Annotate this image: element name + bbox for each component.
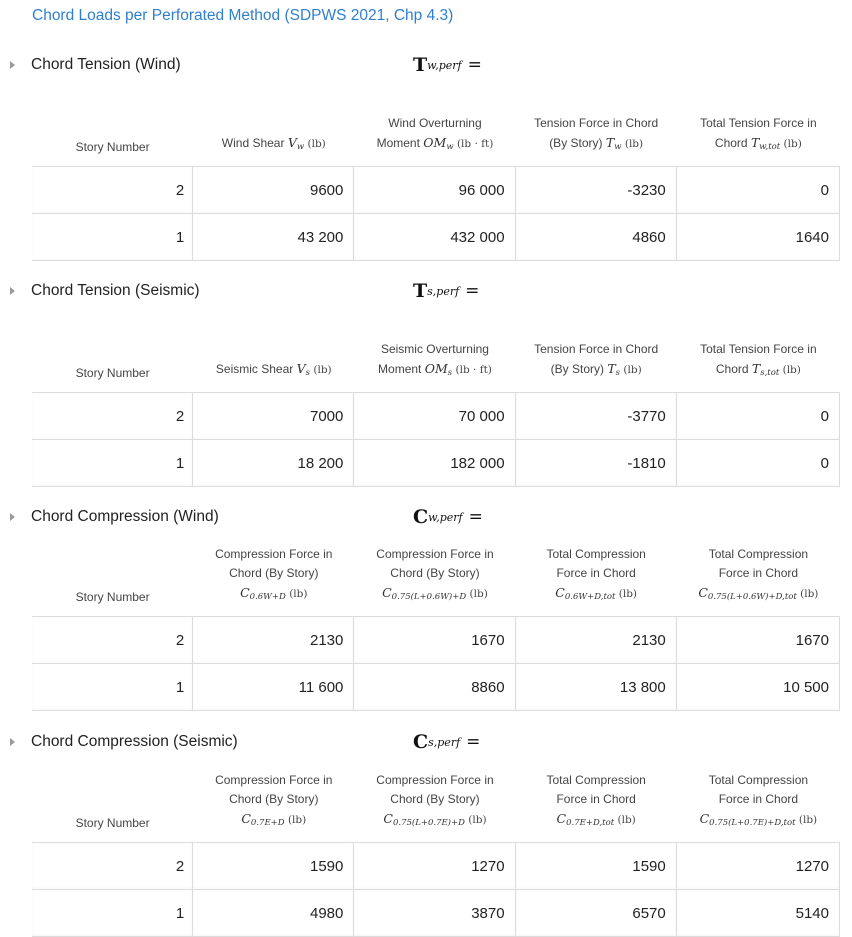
expand-caret-icon[interactable] [10,61,15,69]
table-row [32,664,840,711]
chord-compression-seismic-table [32,771,840,937]
cell-value: -3770 [516,392,677,440]
section-label[interactable]: Chord Tension (Wind) [31,56,181,73]
formula-t-wind-perf: T w,perf = [413,54,482,76]
page-title: Chord Loads per Perforated Method (SDPWS 2021, Chp 4.3) [32,7,454,24]
formula-subscript: s,perf [428,735,461,749]
column-header-story-number: Story Number [75,366,150,380]
column-header-total-compression-0-7e-d: Total Compression Force in Chord $C_{0.7E+D,tot}$ (lb) [546,773,646,828]
cell-value: 0 [677,392,840,440]
column-header-compression-by-story-0-6w-d: Compression Force in Chord (By Story) $C_{0.6W+D}$ (lb) [215,547,333,602]
chord-tension-seismic-table [32,340,840,487]
column-header-compression-by-story-0-75: Compression Force in Chord (By Story) $C_{0.75(L+0.7E)+D}$ (lb) [376,773,494,828]
cell-story: 2 [32,616,193,664]
cell-value: -1810 [516,440,677,487]
cell-value: 2130 [516,616,677,664]
column-header-tension-by-story: Tension Force in Chord (By Story) $T_w$ (lb) [534,116,659,152]
column-header-tension-by-story: Tension Force in Chord (By Story) $T_s$ (lb) [534,342,659,378]
column-header-total-compression-0-75: Total Compression Force in Chord $C_{0.75(L+0.7E)+D,tot}$ (lb) [699,773,818,828]
cell-value: 3870 [354,890,515,937]
table-row [32,440,840,487]
cell-value: 2130 [193,616,354,664]
table-row [32,890,840,937]
cell-value: -3230 [516,166,677,214]
expand-caret-icon[interactable] [10,287,15,295]
formula-main: T [413,54,428,76]
section-label[interactable]: Chord Tension (Seismic) [31,282,200,299]
cell-value: 70 000 [354,392,515,440]
column-header-total-tension: Total Tension Force in Chord $T_{w,tot}$ (lb) [700,116,817,152]
formula-main: C [413,506,429,528]
column-header-total-tension: Total Tension Force in Chord $T_{s,tot}$ (lb) [700,342,817,378]
section-header-chord-compression-wind[interactable] [10,506,219,528]
cell-value: 96 000 [354,166,515,214]
chord-tension-wind-table [32,114,840,261]
cell-value: 182 000 [354,440,515,487]
section-label[interactable]: Chord Compression (Seismic) [31,733,238,750]
cell-value: 1590 [516,842,677,890]
chord-compression-wind-table [32,545,840,711]
cell-value: 4860 [516,214,677,261]
table-row [32,616,840,664]
formula-subscript: w,perf [428,510,463,524]
cell-value: 43 200 [193,214,354,261]
cell-story: 2 [32,842,193,890]
cell-value: 0 [677,166,840,214]
column-header-overturning-moment: Wind Overturning Moment $OM_w$ (lb · ft) [376,116,494,152]
expand-caret-icon[interactable] [10,738,15,746]
column-header-compression-by-story-0-7e-d: Compression Force in Chord (By Story) $C_{0.7E+D}$ (lb) [215,773,333,828]
cell-value: 7000 [193,392,354,440]
column-header-seismic-shear: Seismic Shear $V_s$ (lb) [215,361,332,378]
column-header-wind-shear: Wind Shear $V_w$ (lb) [221,135,326,152]
cell-value: 11 600 [193,664,354,711]
cell-story: 1 [32,214,193,261]
section-header-chord-compression-seismic[interactable] [10,731,238,753]
cell-value: 10 500 [677,664,840,711]
cell-value: 13 800 [516,664,677,711]
table-row [32,842,840,890]
cell-story: 2 [32,392,193,440]
formula-subscript: w,perf [427,58,462,72]
section-label[interactable]: Chord Compression (Wind) [31,508,219,525]
section-header-chord-tension-wind[interactable] [10,54,181,76]
formula-c-wind-perf: C w,perf = [413,506,483,528]
cell-value: 0 [677,440,840,487]
column-header-compression-by-story-0-75: Compression Force in Chord (By Story) $C_{0.75(L+0.6W)+D}$ (lb) [376,547,494,602]
cell-value: 8860 [354,664,515,711]
cell-value: 1270 [677,842,840,890]
cell-value: 5140 [677,890,840,937]
cell-value: 9600 [193,166,354,214]
cell-value: 432 000 [354,214,515,261]
column-header-story-number: Story Number [75,590,150,604]
column-header-story-number: Story Number [75,140,150,154]
formula-c-seismic-perf: C s,perf = [413,731,481,753]
cell-value: 1640 [677,214,840,261]
cell-story: 1 [32,664,193,711]
cell-story: 2 [32,166,193,214]
cell-value: 1590 [193,842,354,890]
column-header-total-compression-0-75: Total Compression Force in Chord $C_{0.75(L+0.6W)+D,tot}$ (lb) [698,547,819,602]
cell-value: 4980 [193,890,354,937]
cell-value: 18 200 [193,440,354,487]
column-header-total-compression-0-6w-d: Total Compression Force in Chord $C_{0.6W+D,tot}$ (lb) [546,547,646,602]
cell-value: 1270 [354,842,515,890]
section-header-chord-tension-seismic[interactable] [10,280,200,302]
expand-caret-icon[interactable] [10,513,15,521]
cell-story: 1 [32,440,193,487]
table-row [32,214,840,261]
column-header-overturning-moment: Seismic Overturning Moment $OM_s$ (lb · ft) [378,342,492,378]
column-header-story-number: Story Number [75,816,150,830]
formula-subscript: s,perf [427,284,460,298]
cell-value: 1670 [677,616,840,664]
formula-t-seismic-perf: T s,perf = [413,280,480,302]
formula-main: T [413,280,428,302]
formula-main: C [413,731,429,753]
cell-value: 1670 [354,616,515,664]
cell-story: 1 [32,890,193,937]
table-row [32,166,840,214]
table-row [32,392,840,440]
cell-value: 6570 [516,890,677,937]
